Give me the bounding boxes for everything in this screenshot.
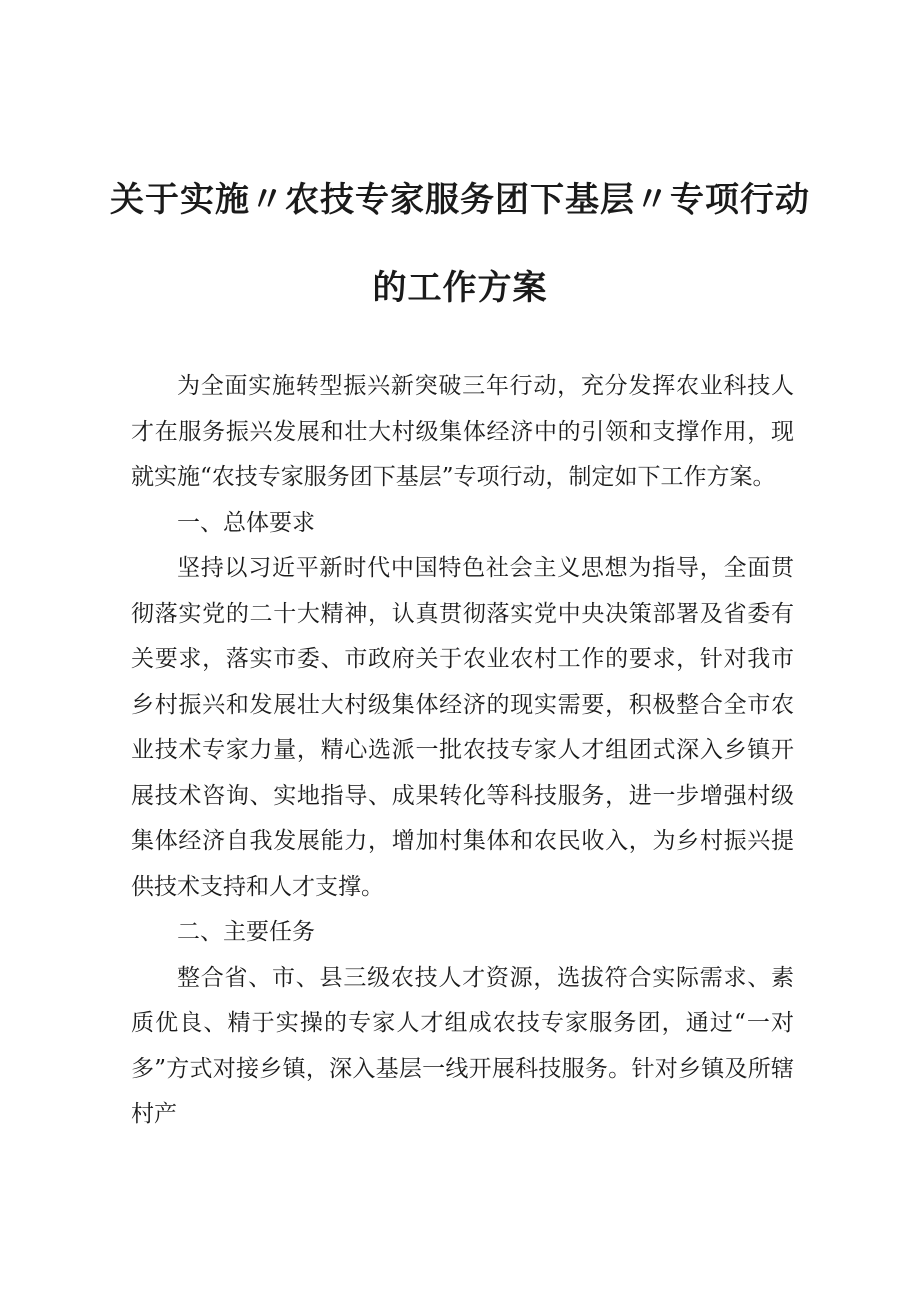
document-title-line-1: 关于实施〃农技专家服务团下基层〃专项行动 — [110, 180, 810, 220]
main-tasks-paragraph: 整合省、市、县三级农技人才资源，选拔符合实际需求、素质优良、精于实操的专家人才组成农技专家服务团，通过“一对多”方式对接乡镇，深入基层一线开展科技服务。针对乡镇及所辖村产 — [131, 964, 794, 1127]
document-title-line-2: 的工作方案 — [372, 268, 548, 308]
section-heading-general-requirements: 一、总体要求 — [177, 509, 315, 536]
section-heading-main-tasks: 二、主要任务 — [177, 919, 315, 945]
general-requirements-paragraph: 坚持以习近平新时代中国特色社会主义思想为指导，全面贯彻落实党的二十大精神，认真贯彻落实党中央决策部署及省委有关要求，落实市委、市政府关于农业农村工作的要求，针对我市乡村振兴和发展壮大村级集体经济的现实需要，积极整合全市农业技术专家力量，精心选派一批农技专家人才组团式深入乡镇开展技术咨询、实地指导、成果转化等科技服务，进一步增强村级集体经济自我发展能力，增加村集体和农民收入，为乡村振兴提供技术支持和人才支撑。 — [131, 555, 794, 900]
intro-paragraph: 为全面实施转型振兴新突破三年行动，充分发挥农业科技人才在服务振兴发展和壮大村级集体经济中的引领和支撑作用，现就实施“农技专家服务团下基层”专项行动，制定如下工作方案。 — [131, 373, 794, 490]
document-body — [131, 364, 794, 1138]
